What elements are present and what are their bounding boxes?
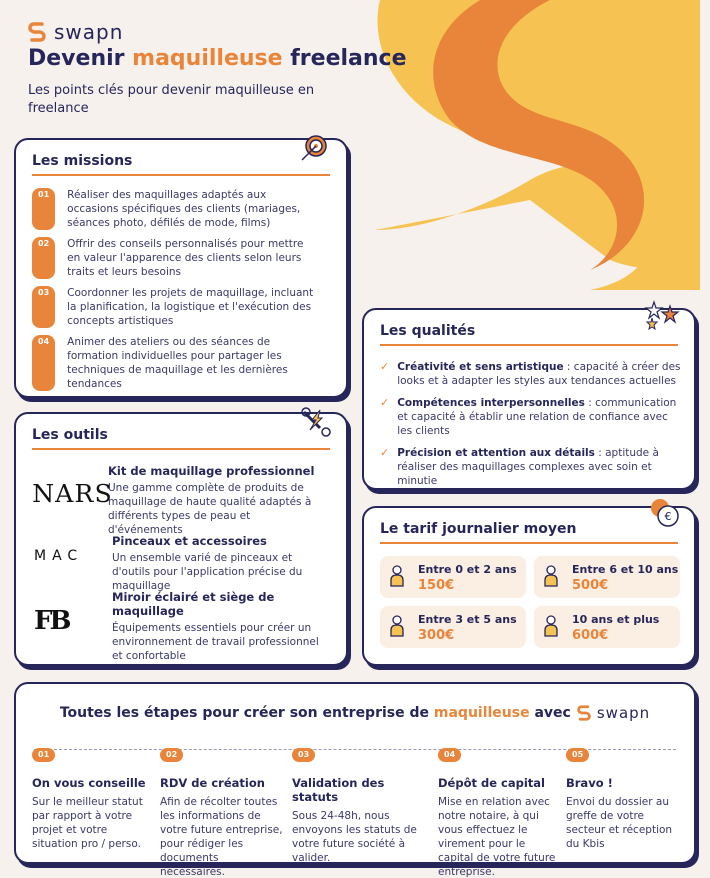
rates-divider [380,542,678,544]
step-item: 05 Bravo ! Envoi du dossier au greffe de votre secteur et réception du Kbis [566,750,673,850]
steps-logo-text: swapn [596,704,651,722]
swapn-logo-icon [577,705,591,721]
qualities-divider [380,344,678,346]
rate-tile: Entre 0 et 2 ans 150€ [380,556,526,598]
tools-title: Les outils [32,427,108,443]
list-item: ✓ Créativité et sens artistique : capacité à créer des looks et à adapter les styles aux tendances actuelles [380,360,681,387]
step-item: 01 On vous conseille Sur le meilleur statut par rapport à votre projet et votre situation pro / perso. [32,750,146,850]
brand-logo-text: swapn [54,20,124,44]
qualities-card [362,308,696,490]
list-item: 02 Offrir des conseils personnalisés pour mettre en valeur l'apparence des clients selon leurs traits et leurs besoins [32,237,314,279]
list-item: 03 Coordonner les projets de maquillage, incluant la planification, la logistique et l'exécution des concepts artistiques [32,286,314,328]
list-item: 04 Animer des ateliers ou des séances de formation individuelles pour partager les techniques de maquillage et les dernières tendances [32,335,314,391]
brand-logo [28,20,123,44]
person-icon [544,565,558,587]
missions-card [14,138,348,398]
missions-divider [32,174,330,176]
step-item: 02 RDV de création Afin de récolter toutes les informations de votre future entreprise, pour rédiger les documents nécessaires. [160,750,283,878]
fb-logo: FB [34,606,69,636]
title-accent: maquilleuse [132,46,283,71]
brand-swoosh-graphic [360,0,710,290]
target-icon [300,134,330,162]
steps-title: Toutes les étapes pour créer son entreprise de maquilleuse avec swapn [59,704,651,722]
person-icon [544,615,558,637]
euro-coins-icon [650,498,680,528]
rates-title: Le tarif journalier moyen [380,521,577,537]
page-subtitle: Les points clés pour devenir maquilleuse en freelance [28,83,315,116]
step-item: 03 Validation des statuts Sous 24-48h, nous envoyons les statuts de votre future société à valider. [292,750,417,864]
rate-tile: Entre 3 et 5 ans 300€ [380,606,526,648]
svg-text:€: € [664,510,672,523]
check-icon: ✓ [380,396,390,409]
steps-card [14,682,696,878]
list-item: 01 Réaliser des maquillages adaptés aux occasions spécifiques des clients (mariages, séances photo, défilés de mode, films) [32,188,314,230]
qualities-title: Les qualités [380,323,476,339]
person-icon [390,565,404,587]
step-item: 04 Dépôt de capital Mise en relation avec notre notaire, à qui vous effectuez le virement pour le capital de votre future entreprise. [438,750,556,878]
check-icon: ✓ [380,446,390,459]
nars-logo: NARS [32,480,113,508]
stars-icon [644,300,680,330]
page-title: Devenir maquilleuse freelance [28,46,407,71]
mac-logo: MAC [34,548,84,564]
person-icon [390,615,404,637]
list-item: ✓ Précision et attention aux détails : aptitude à réaliser des maquillages complexes avec soin et minutie [380,446,659,487]
list-item: ✓ Compétences interpersonnelles : communication et capacité à établir une relation de confiance avec les clients [380,396,677,437]
swapn-logo-icon [28,22,46,42]
tools-card: Les outils NARS Kit de maquillage professionnel Une gamme complète de produits de maquillage de haute qualité adaptés à différents types de peau et d'événements MAC Pinceaux et accessoires Un ensemble varié de pinceaux et d'outils pour l'application précise du maquillage FB Miroir éclairé et siège de maquillage Équipements essentiels pour créer un environnement de travail professionnel et confortable [14,412,348,666]
tools-divider [32,448,330,450]
missions-title: Les missions [32,153,133,169]
rate-tile: 10 ans et plus 600€ [534,606,680,648]
tools-icon [300,406,332,438]
rate-tile: Entre 6 et 10 ans 500€ [534,556,680,598]
check-icon: ✓ [380,360,390,373]
rates-card [362,506,696,666]
